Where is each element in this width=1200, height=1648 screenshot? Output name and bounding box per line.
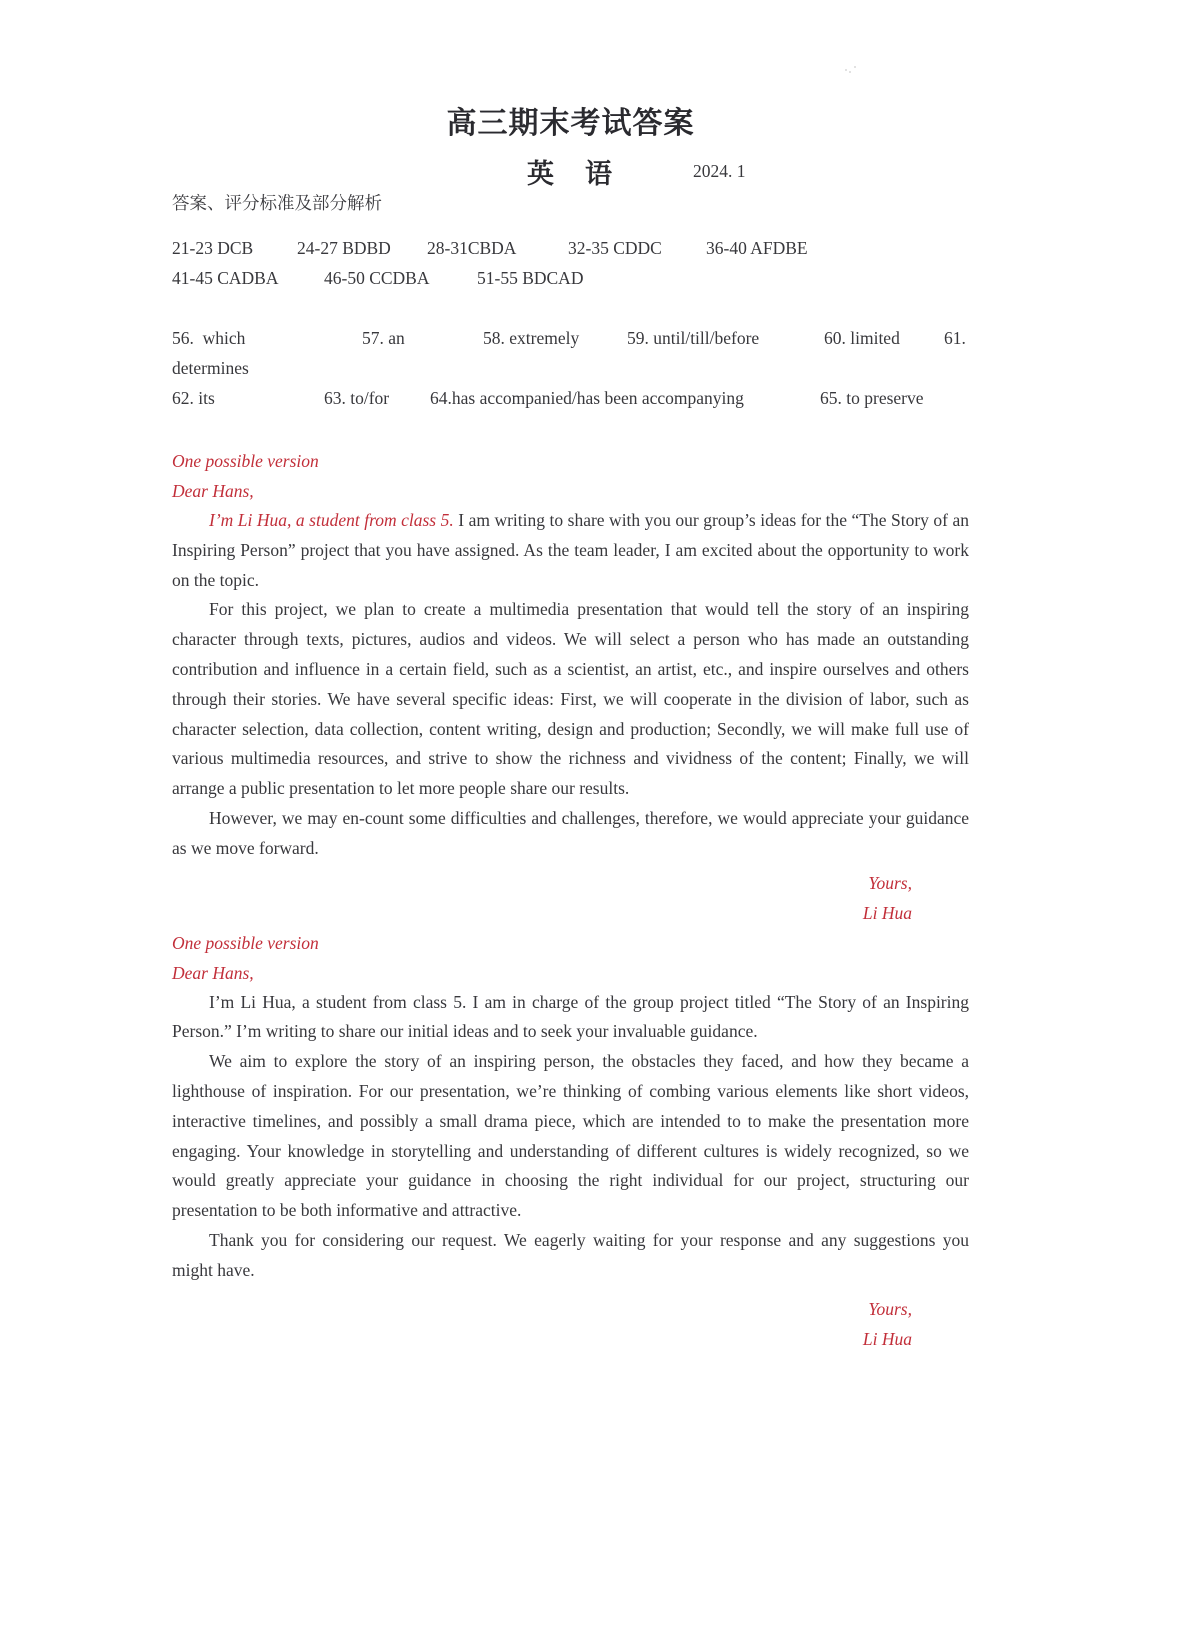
answer-item: 63. to/for xyxy=(324,388,390,408)
answer-item: 59. until/till/before xyxy=(627,328,760,348)
paragraph-lead-red: I’m Li Hua, a student from class 5. xyxy=(209,510,454,530)
answer-row xyxy=(172,264,969,294)
answer-item: 64.has accompanied/has been accompanying xyxy=(430,388,744,408)
letter-paragraph xyxy=(172,506,969,595)
answer-item: 46-50 CCDBA xyxy=(324,268,430,288)
salutation: Dear Hans, xyxy=(172,962,254,983)
answer-item: 28-31CBDA xyxy=(427,238,517,258)
answer-item: 32-35 CDDC xyxy=(568,238,662,258)
answer-item: 62. its xyxy=(172,388,215,408)
version-label: One possible version xyxy=(172,451,319,471)
subject-row xyxy=(172,152,969,188)
answer-row xyxy=(172,324,969,354)
paragraph-rest: I am writing to share with you our group’s ideas for the “The Story of an Inspiring Person” project that you have assigned. As the team leader, I am excited about the opportunity to work on the topic. xyxy=(172,510,969,590)
answer-row xyxy=(172,354,969,384)
section-heading: 答案、评分标准及部分解析 xyxy=(172,193,382,213)
salutation: Dear Hans, xyxy=(172,481,254,501)
sample-letter-2 xyxy=(172,928,969,1354)
closing: Yours, xyxy=(868,1298,912,1319)
answer-item-wrap: determines xyxy=(172,358,249,378)
answer-item: 41-45 CADBA xyxy=(172,268,279,288)
document-content xyxy=(172,0,969,1354)
closing-block xyxy=(172,1294,969,1354)
version-label: One possible version xyxy=(172,932,319,953)
answer-item: 65. to preserve xyxy=(820,388,924,408)
answer-item: 57. an xyxy=(362,328,405,348)
signature: Li Hua xyxy=(862,1328,912,1349)
answer-item: 60. limited xyxy=(824,328,900,348)
exam-date: 2024. 1 xyxy=(693,161,746,181)
letter-paragraph: However, we may en-count some difficulties and challenges, therefore, we would appreciate your guidance as we move forward. xyxy=(172,807,969,858)
answer-item: 21-23 DCB xyxy=(172,238,254,258)
letter-paragraph: For this project, we plan to create a multimedia presentation that would tell the story of an inspiring character through texts, pictures, audios and videos. We will select a person who has made an outstanding contribution and influence in a certain field, such as a scientist, an artist, etc., and inspire ourselves and others through their stories. We have several specific ideas: First, we will cooperate in the division of labor, such as character selection, data collection, content writing, design and production; Secondly, we will make full use of various multimedia resources, and strive to show the richness and vividness of the content; Finally, we will arrange a public presentation to let more people share our results. xyxy=(172,599,969,799)
sample-letter-1 xyxy=(172,446,969,928)
answer-row xyxy=(172,384,969,414)
letter-paragraph: Thank you for considering our request. We eagerly waiting for your response and any suggestions you might have. xyxy=(172,1229,969,1280)
choice-answers-block xyxy=(172,234,969,294)
closing: Yours, xyxy=(868,872,912,893)
subject-title: 英 语 xyxy=(527,159,614,189)
page-title: 高三期末考试答案 xyxy=(446,107,695,140)
fill-in-answers-block xyxy=(172,324,969,414)
answer-item: 58. extremely xyxy=(483,328,580,348)
letter-paragraph: We aim to explore the story of an inspiring person, the obstacles they faced, and how they became a lighthouse of inspiration. For our presentation, we’re thinking of combing various elements like short videos, interactive timelines, and possibly a small drama piece, which are intended to to make the presentation more engaging. Your knowledge in storytelling and understanding of different cultures is widely recognized, so we would greatly appreciate your guidance in choosing the right individual for our project, structuring our presentation to be both informative and attractive. xyxy=(172,1051,969,1221)
answer-item: 61. xyxy=(944,328,966,348)
closing-block xyxy=(172,868,969,928)
answer-item: 36-40 AFDBE xyxy=(706,238,808,258)
signature: Li Hua xyxy=(862,902,912,923)
answer-item: 51-55 BDCAD xyxy=(477,268,584,288)
letter-paragraph: I’m Li Hua, a student from class 5. I am in charge of the group project titled “The Story of an Inspiring Person.” I’m writing to share our initial ideas and to seek your invaluable guidance. xyxy=(172,991,969,1042)
answer-row xyxy=(172,234,969,264)
answer-item: 56. which xyxy=(172,328,246,348)
answer-item: 24-27 BDBD xyxy=(297,238,391,258)
